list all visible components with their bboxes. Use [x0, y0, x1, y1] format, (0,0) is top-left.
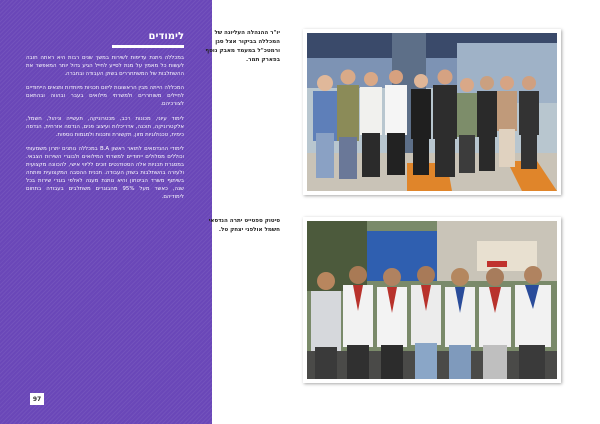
body-paragraph: לימודי ההנדסאים לתואר ראשון B.A במכללה נותנים יתרון משמעותי וכוללים מסלולים ייחודיים למשרתי המילואים ולבוגרי השירות הצבאי. במסגרת תכניות אלה הסטודנטים זוכים לליווי אישי, להכוונה מקצועית ולעזרה בהשתלבות בשוק העבודה. תכנית ההסבה המקצועית פותחה בשיתוף משרד הביטחון והיא נותנת מענה לאלפי בוגרי שירות בכל שנה, כאשר מעל 95% מהבוגרים משתלבים בעבודה בתחום לימודיהם. [26, 145, 184, 201]
group-photo-indoor [307, 33, 557, 191]
page-number: 97 [30, 393, 44, 405]
group-photo-outdoor [307, 221, 557, 379]
photo-indoor-image [307, 33, 557, 191]
photo-frame-2 [303, 217, 561, 383]
photo-caption-2: סיטוק ספטייט יתרה הנדסאי חשמל אולפני יצחק טל. [208, 218, 280, 233]
section-title: לימודים [148, 31, 184, 42]
photo-caption-1: יו"ר ההנהלה העליונה של המכללה בביקור אצל סגן ורמטכ"ל במעמד מאבק נוסף בפארק תמר. [205, 30, 280, 63]
photo-frame-1 [303, 29, 561, 195]
body-text [26, 54, 184, 208]
title-underline [112, 45, 184, 48]
photo-outdoor-image [307, 221, 557, 379]
sidebar-panel [0, 0, 212, 424]
body-paragraph: במכללה ניתנת עדיפות לשירות במשך שנים רבות היא ראתה חובה לעשות כל מאמץ על מנת לסייע לחייל הגיע גדול יותר המאפשר את ההשתלבות של המשתחררים בשוק העבודה ובחברה. [26, 55, 184, 78]
body-paragraph: המכללה הייתה מבין הראשונות ליזום תכניות מיוחדות ותנאים הייחודיים לחיילים משוחררים ולמשרתי מילואים בעבר ובהווה ובהתאם לצורכיהם. [26, 85, 184, 108]
body-paragraph: לימוד עיוני, מכונות רכב, מכטרוניקה, תעשייה וניהול, חשמל, אלקטרוניקה, תוכנה, אדריכלות ועיצוב פנים, הנדסה אזרחית, הנדסה כימית, טכנולוגיות מזון, תקשורת ותכנות ולמגמות נוספות. [26, 115, 184, 138]
